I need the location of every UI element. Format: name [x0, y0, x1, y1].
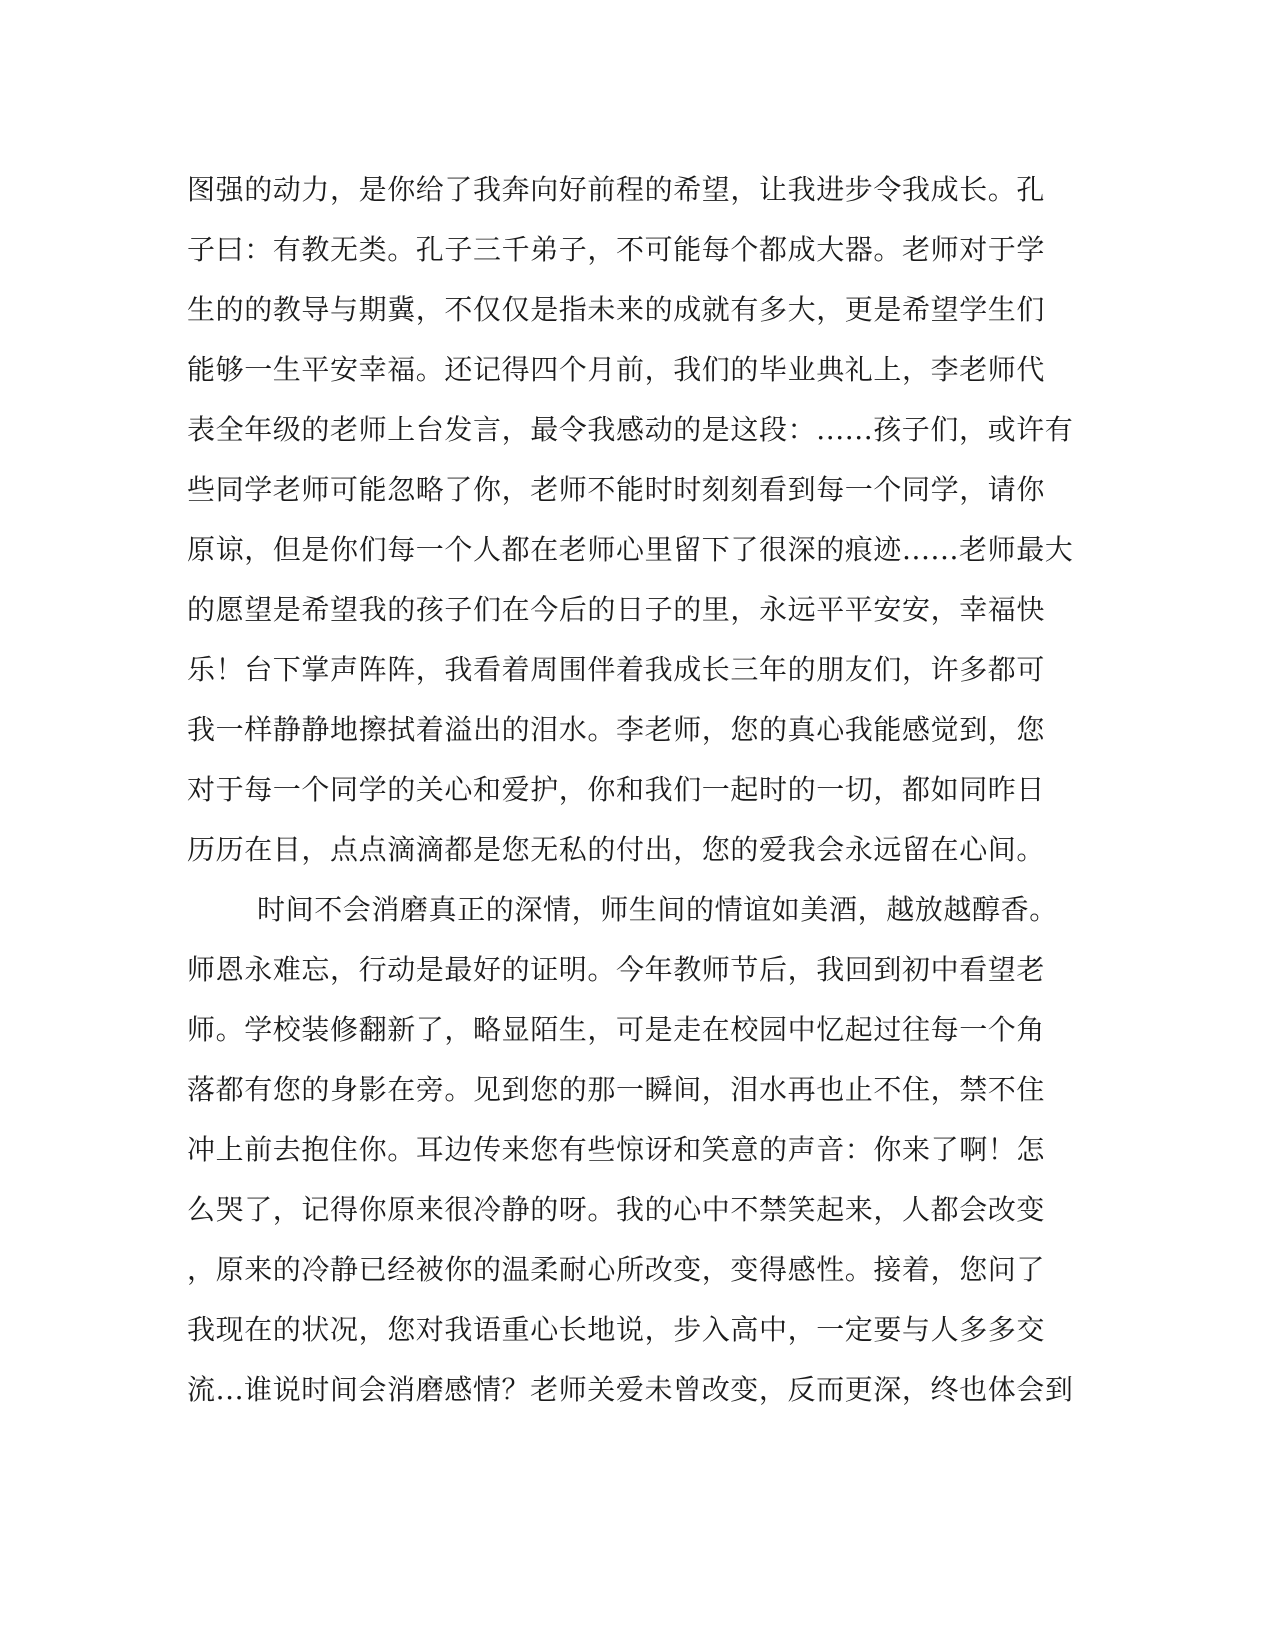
text-line: 师恩永难忘，行动是最好的证明。今年教师节后，我回到初中看望老	[187, 953, 1046, 986]
text-line: 历历在目，点点滴滴都是您无私的付出，您的爱我会永远留在心间。	[187, 833, 1046, 866]
text-line: 些同学老师可能忽略了你，老师不能时时刻刻看到每一个同学，请你	[187, 473, 1046, 506]
text-line: 乐！台下掌声阵阵，我看着周围伴着我成长三年的朋友们，许多都可	[187, 653, 1046, 686]
text-line: 对于每一个同学的关心和爱护，你和我们一起时的一切，都如同昨日	[187, 773, 1046, 806]
text-line: 么哭了，记得你原来很冷静的呀。我的心中不禁笑起来，人都会改变	[187, 1193, 1046, 1226]
text-line: 冲上前去抱住你。耳边传来您有些惊讶和笑意的声音：你来了啊！怎	[187, 1133, 1046, 1166]
text-line: 我现在的状况，您对我语重心长地说，步入高中，一定要与人多多交	[187, 1313, 1046, 1346]
text-line: 落都有您的身影在旁。见到您的那一瞬间，泪水再也止不住，禁不住	[187, 1073, 1046, 1106]
text-line: 生的的教导与期冀，不仅仅是指未来的成就有多大，更是希望学生们	[187, 293, 1046, 326]
body-text	[187, 160, 1087, 1420]
text-line: 子曰：有教无类。孔子三千弟子，不可能每个都成大器。老师对于学	[187, 233, 1046, 266]
text-line: 图强的动力，是你给了我奔向好前程的希望，让我进步令我成长。孔	[187, 173, 1046, 206]
text-line: 的愿望是希望我的孩子们在今后的日子的里，永远平平安安，幸福快	[187, 593, 1046, 626]
text-line: 流...谁说时间会消磨感情？老师关爱未曾改变，反而更深，终也体会到	[187, 1373, 1074, 1406]
paragraph-start-line: 时间不会消磨真正的深情，师生间的情谊如美酒，越放越醇香。	[257, 893, 1058, 926]
text-line: 师。学校装修翻新了，略显陌生，可是走在校园中忆起过往每一个角	[187, 1013, 1046, 1046]
text-line: ，原来的冷静已经被你的温柔耐心所改变，变得感性。接着，您问了	[187, 1253, 1046, 1286]
text-line: 表全年级的老师上台发言，最令我感动的是这段：......孩子们，或许有	[187, 413, 1074, 446]
text-line: 原谅，但是你们每一个人都在老师心里留下了很深的痕迹......老师最大	[187, 533, 1074, 566]
text-line: 我一样静静地擦拭着溢出的泪水。李老师，您的真心我能感觉到，您	[187, 713, 1046, 746]
text-line: 能够一生平安幸福。还记得四个月前，我们的毕业典礼上，李老师代	[187, 353, 1046, 386]
